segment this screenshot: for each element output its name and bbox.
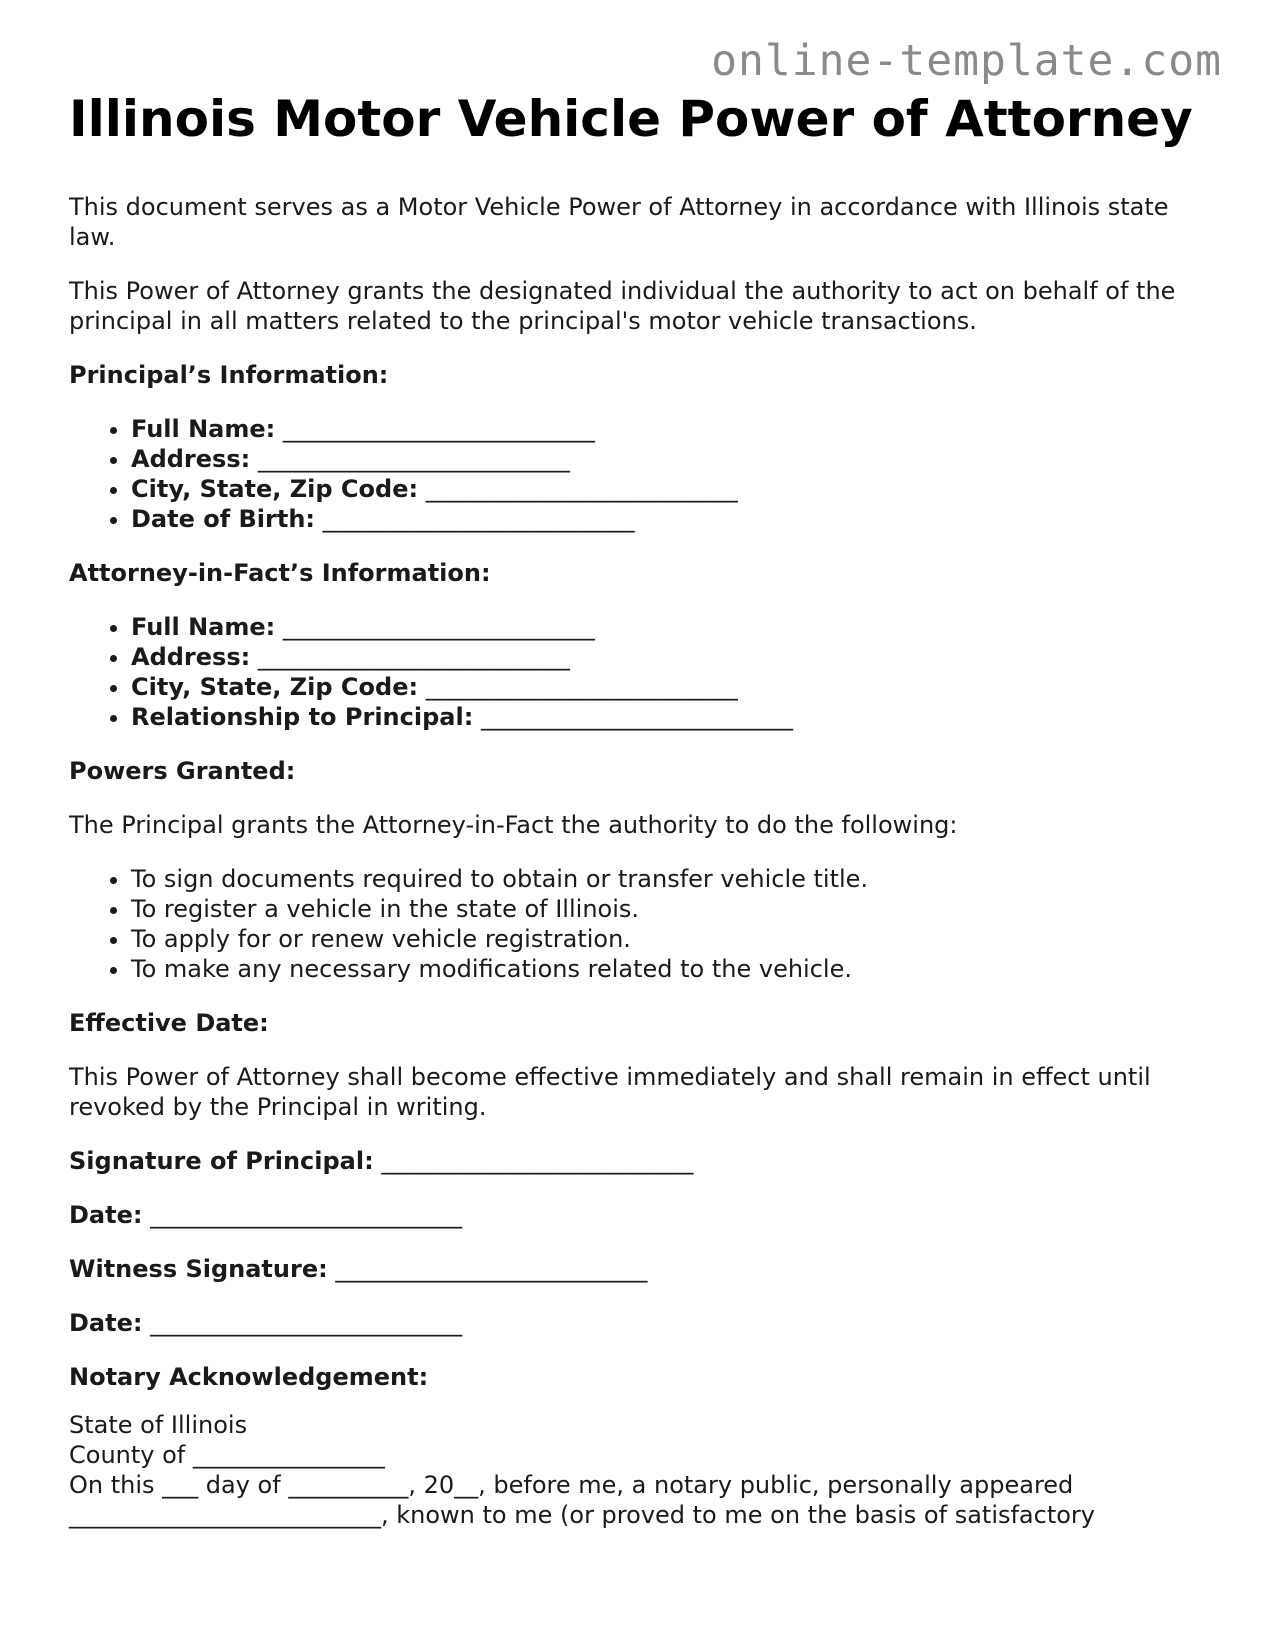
notary-block xyxy=(69,1410,1209,1530)
notary-line: County of ________________ xyxy=(69,1441,385,1469)
power-item: • To make any necessary modifications related to the vehicle. xyxy=(131,954,1209,984)
signature-principal-line: Signature of Principal: __________________________ xyxy=(69,1147,694,1175)
effective-text: This Power of Attorney shall become effective immediately and shall remain in effect until revoked by the Principal in writing. xyxy=(69,1063,1151,1121)
watermark: online-template.com xyxy=(711,36,1222,86)
attorney-fields xyxy=(69,612,1209,732)
powers-list xyxy=(69,864,1209,984)
field-date-of-birth: • Date of Birth: __________________________ xyxy=(131,504,1209,534)
field-city-state-zip: • City, State, Zip Code: __________________________ xyxy=(131,474,1209,504)
date-line: Date: __________________________ xyxy=(69,1309,463,1337)
powers-heading: Powers Granted: xyxy=(69,757,296,785)
field-full-name: • Full Name: __________________________ xyxy=(131,414,1209,444)
date-line: Date: __________________________ xyxy=(69,1201,463,1229)
principal-fields xyxy=(69,414,1209,534)
document-page xyxy=(69,86,1209,1530)
field-city-state-zip: • City, State, Zip Code: __________________________ xyxy=(131,672,1209,702)
power-item: • To register a vehicle in the state of Illinois. xyxy=(131,894,1209,924)
intro-paragraph: This Power of Attorney grants the designated individual the authority to act on behalf of the principal in all matters related to the principal's motor vehicle transactions. xyxy=(69,277,1176,335)
notary-heading: Notary Acknowledgement: xyxy=(69,1363,429,1391)
field-relationship: • Relationship to Principal: __________________________ xyxy=(131,702,1209,732)
field-full-name: • Full Name: __________________________ xyxy=(131,612,1209,642)
power-item: • To sign documents required to obtain or transfer vehicle title. xyxy=(131,864,1209,894)
intro-paragraph: This document serves as a Motor Vehicle Power of Attorney in accordance with Illinois state law. xyxy=(69,193,1169,251)
document-title: Illinois Motor Vehicle Power of Attorney xyxy=(69,90,1193,148)
field-address: • Address: __________________________ xyxy=(131,444,1209,474)
notary-line: On this ___ day of __________, 20__, before me, a notary public, personally appeared xyxy=(69,1471,1074,1499)
attorney-heading: Attorney-in-Fact’s Information: xyxy=(69,559,491,587)
principal-heading: Principal’s Information: xyxy=(69,361,389,389)
field-address: • Address: __________________________ xyxy=(131,642,1209,672)
notary-line: State of Illinois xyxy=(69,1411,248,1439)
effective-heading: Effective Date: xyxy=(69,1009,269,1037)
signature-witness-line: Witness Signature: __________________________ xyxy=(69,1255,648,1283)
powers-intro: The Principal grants the Attorney-in-Fact the authority to do the following: xyxy=(69,811,958,839)
notary-line: __________________________, known to me (or proved to me on the basis of satisfactory xyxy=(69,1501,1095,1529)
power-item: • To apply for or renew vehicle registration. xyxy=(131,924,1209,954)
